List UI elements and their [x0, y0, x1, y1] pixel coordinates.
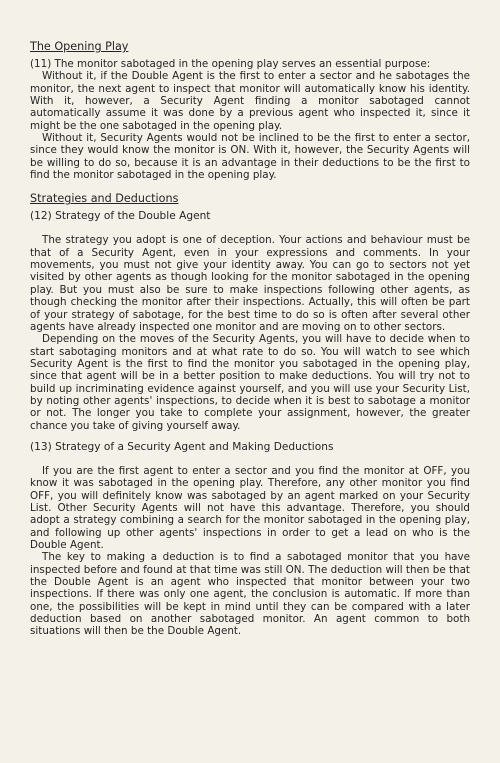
section-heading-opening-play: The Opening Play [30, 40, 129, 53]
rule-13-heading: (13) Strategy of a Security Agent and Making Deductions [30, 440, 334, 453]
paragraph: The strategy you adopt is one of deception. Your actions and behaviour must be that of a Security Agent, even in your expressions and comments. In your movements, you must not give your identity away. You can go to sectors not yet visited by other agents as though looking for the monitor sabotaged in the opening play. But you must also be sure to make inspections following other agents, as though checking the monitor after their inspections. Actually, this will often be part of your strategy of sabotage, for the best time to do so is often after several other agents have already inspected one monitor and are moving on to other sectors. [30, 234, 470, 333]
rule-12-heading: (12) Strategy of the Double Agent [30, 210, 211, 223]
paragraph: The key to making a deduction is to find a sabotaged monitor that you have inspected before and found at that time was still ON. The deduction will then be that the Double Agent is an agent who inspected that monitor between your two inspections. If there was only one agent, the conclusion is automatic. If more than one, the possibilities will be kept in mind until they can be compared with a later deduction based on another sabotaged monitor. An agent common to both situations will then be the Double Agent. [30, 551, 470, 638]
paragraph: Without it, Security Agents would not be inclined to be the first to enter a sector, since they would know the monitor is ON. With it, however, the Security Agents will be willing to do so, because it is an advantage in their deductions to be the first to find the monitor sabotaged in the opening play. [30, 132, 470, 182]
section-heading-strategies: Strategies and Deductions [30, 192, 179, 206]
paragraph: If you are the first agent to enter a sector and you find the monitor at OFF, you know it was sabotaged in the opening play. Therefore, any other monitor you find OFF, you will definitely know was sabotaged by an agent marked on your Security List. Other Security Agents will not have this advantage. Therefore, you should adopt a strategy combining a search for the monitor sabotaged in the opening play, and following up other agents' inspections in order to get a lead on who is the Double Agent. [30, 464, 470, 551]
paragraph: Depending on the moves of the Security Agents, you will have to decide when to start sabotaging monitors and at what rate to do so. You will watch to see which Security Agent is the first to find the monitor you sabotaged in the opening play, since that agent will be in a better position to make deductions. You will try not to build up incriminating evidence against yourself, and you will use your Security List, by noting other agents' inspections, to decide when it is best to sabotage a monitor or not. The longer you take to complete your assignment, however, the greater chance you take of giving yourself away. [30, 333, 470, 432]
rule-11-heading: (11) The monitor sabotaged in the opening play serves an essential purpose: [30, 58, 431, 70]
paragraph: Without it, if the Double Agent is the first to enter a sector and he sabotages the monitor, the next agent to inspect that monitor will automatically know his identity. With it, however, a Security Agent finding a monitor sabotaged cannot automatically assume it was done by a previous agent who inspected it, since it might be the one sabotaged in the opening play. [30, 70, 470, 132]
